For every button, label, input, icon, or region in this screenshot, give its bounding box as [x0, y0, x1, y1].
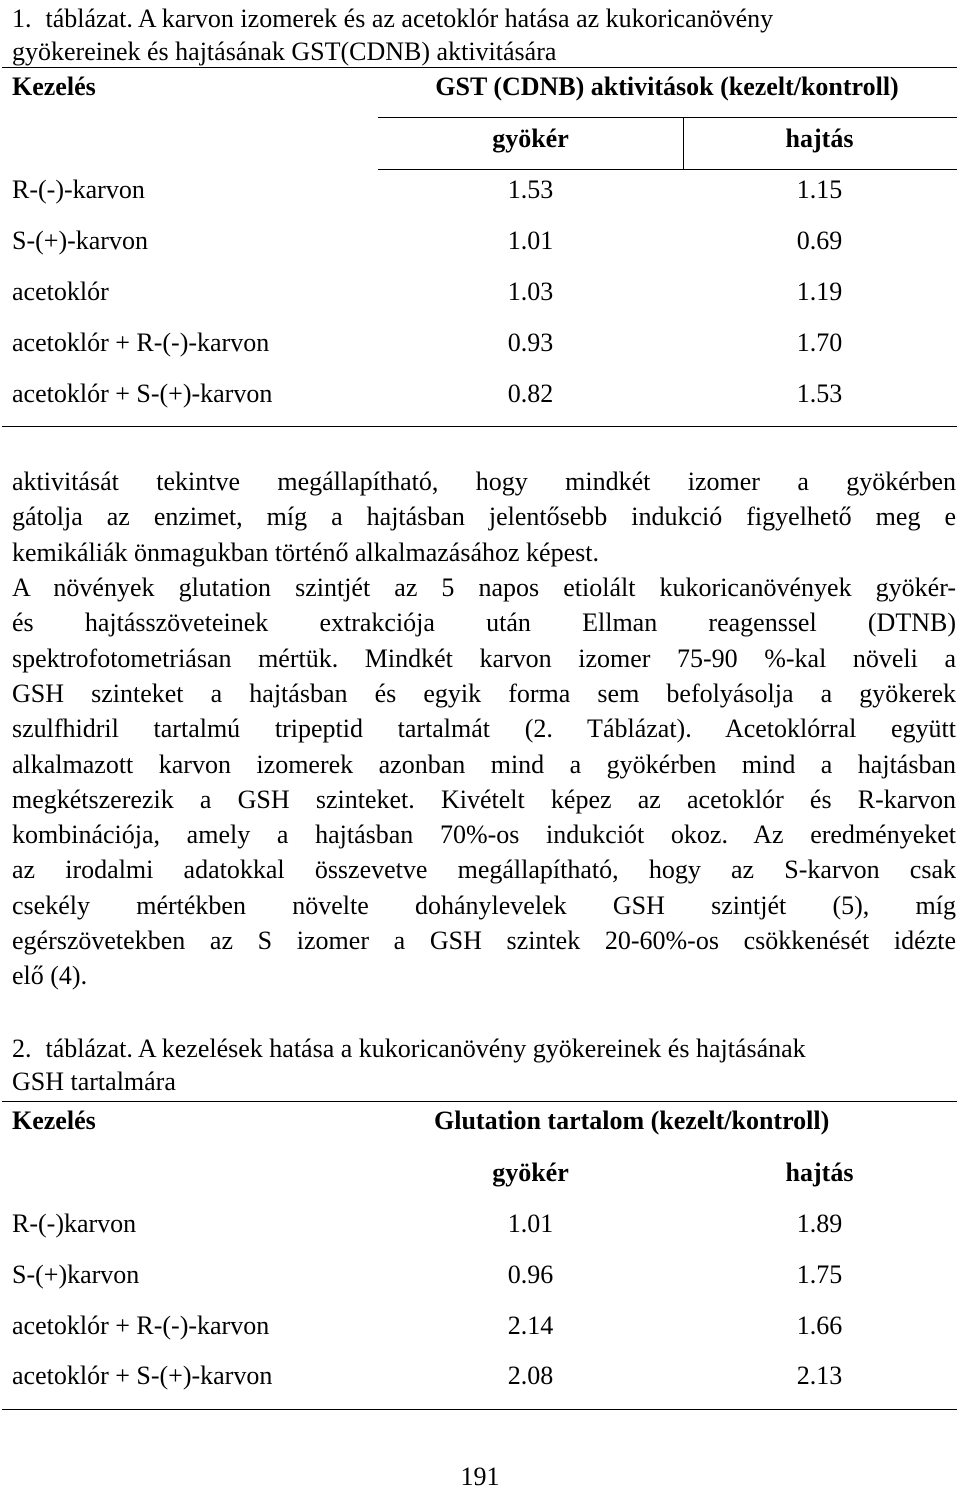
table1-row-label: R-(-)-karvon	[12, 175, 145, 204]
table1-group-rule	[378, 117, 957, 118]
table1-header-root: gyökér	[492, 124, 569, 153]
table1-row-label: acetoklór	[12, 277, 109, 306]
table1-row-root: 1.53	[507, 175, 554, 204]
table1-row-shoot: 1.53	[796, 379, 843, 408]
table1-subheader-rule	[378, 169, 957, 170]
table1-row-label: S-(+)-karvon	[12, 226, 148, 255]
text-line: az irodalmi adatokkal összevetve megállapítható, hogy az S-karvon csak	[12, 855, 956, 885]
text-line: kemikáliák önmagukban történő alkalmazásához képest.	[12, 537, 599, 567]
table1-row-root: 0.93	[507, 328, 554, 357]
table2-top-rule	[2, 1101, 957, 1102]
text-line: csekély mértékben növelte dohánylevelek GSH szintjét (5), míg	[12, 890, 956, 920]
table2-header-root: gyökér	[492, 1158, 569, 1187]
table2-row-shoot: 2.13	[796, 1361, 843, 1390]
text-line: spektrofotometriásan mértük. Mindkét karvon izomer 75-90 %-kal növeli a	[12, 643, 956, 673]
text-line: gátolja az enzimet, míg a hajtásban jelentősebb indukció figyelhető meg e	[12, 502, 956, 532]
table1-row-shoot: 0.69	[796, 226, 843, 255]
table2-row-label: S-(+)karvon	[12, 1260, 140, 1289]
table1-bottom-rule	[2, 426, 957, 427]
text-line: alkalmazott karvon izomerek azonban mind a gyökérben mind a hajtásban	[12, 749, 956, 779]
table1-caption-text: táblázat. A karvon izomerek és az acetoklór hatása az kukoricanövény	[45, 4, 774, 33]
table1-header-group: GST (CDNB) aktivitások (kezelt/kontroll)	[435, 72, 899, 101]
table2-caption-text-continued: GSH tartalmára	[12, 1067, 176, 1096]
table1-row-shoot: 1.70	[796, 328, 843, 357]
text-line: és hajtásszöveteinek extrakciója után Ellman reagenssel (DTNB)	[12, 608, 956, 638]
page-number: 191	[460, 1462, 500, 1491]
table2-row-label: acetoklór + S-(+)-karvon	[12, 1361, 273, 1390]
table1-row-label: acetoklór + S-(+)-karvon	[12, 379, 273, 408]
table2-row-root: 1.01	[507, 1209, 554, 1238]
table2-row-shoot: 1.66	[796, 1311, 843, 1340]
text-line: kombinációja, amely a hajtásban 70%-os indukciót okoz. Az eredményeket	[12, 820, 956, 850]
table1-row-label: acetoklór + R-(-)-karvon	[12, 328, 270, 357]
table1-top-rule	[2, 67, 957, 68]
table2-header-treatment: Kezelés	[12, 1106, 96, 1135]
table2-row-label: acetoklór + R-(-)-karvon	[12, 1311, 270, 1340]
table1-row-shoot: 1.19	[796, 277, 843, 306]
table2-header-shoot: hajtás	[785, 1158, 854, 1187]
table1-row-root: 1.03	[507, 277, 554, 306]
table2-row-shoot: 1.75	[796, 1260, 843, 1289]
table2-caption-number: 2.	[12, 1034, 32, 1063]
text-line: aktivitását tekintve megállapítható, hogy mindkét izomer a gyökérben	[12, 467, 956, 496]
table2-row-label: R-(-)karvon	[12, 1209, 137, 1238]
text-line: elő (4).	[12, 961, 88, 991]
table1-header-treatment: Kezelés	[12, 72, 96, 101]
table1-row-root: 0.82	[507, 379, 554, 408]
table2-caption-text: táblázat. A kezelések hatása a kukoricanövény gyökereinek és hajtásának	[45, 1034, 806, 1063]
table2-header-group: Glutation tartalom (kezelt/kontroll)	[434, 1106, 830, 1135]
table1-caption-text-continued: gyökereinek és hajtásának GST(CDNB) aktivitására	[12, 37, 557, 66]
text-line: egérszövetekben az S izomer a GSH szintek 20-60%-os csökkenését idézte	[12, 926, 956, 955]
table2-caption	[12, 1032, 956, 1098]
text-line: A növények glutation szintjét az 5 napos etiolált kukoricanövények gyökér-	[12, 573, 956, 602]
table2-row-root: 0.96	[507, 1260, 554, 1289]
table1-caption	[12, 2, 956, 68]
table2-row-root: 2.08	[507, 1361, 554, 1390]
table1-caption-number: 1.	[12, 4, 32, 33]
text-line: GSH szinteket a hajtásban és egyik forma sem befolyásolja a gyökerek	[12, 678, 956, 708]
text-line: szulfhidril tartalmú tripeptid tartalmát (2. Táblázat). Acetoklórral együtt	[12, 714, 956, 744]
table2-bottom-rule	[2, 1409, 957, 1410]
table1-row-root: 1.01	[507, 226, 554, 255]
text-line: megkétszerezik a GSH szinteket. Kivételt képez az acetoklór és R-karvon	[12, 784, 956, 814]
table2-row-root: 2.14	[507, 1311, 554, 1340]
table1-row-shoot: 1.15	[796, 175, 843, 204]
table2-row-shoot: 1.89	[796, 1209, 843, 1238]
table1-header-shoot: hajtás	[785, 124, 854, 153]
